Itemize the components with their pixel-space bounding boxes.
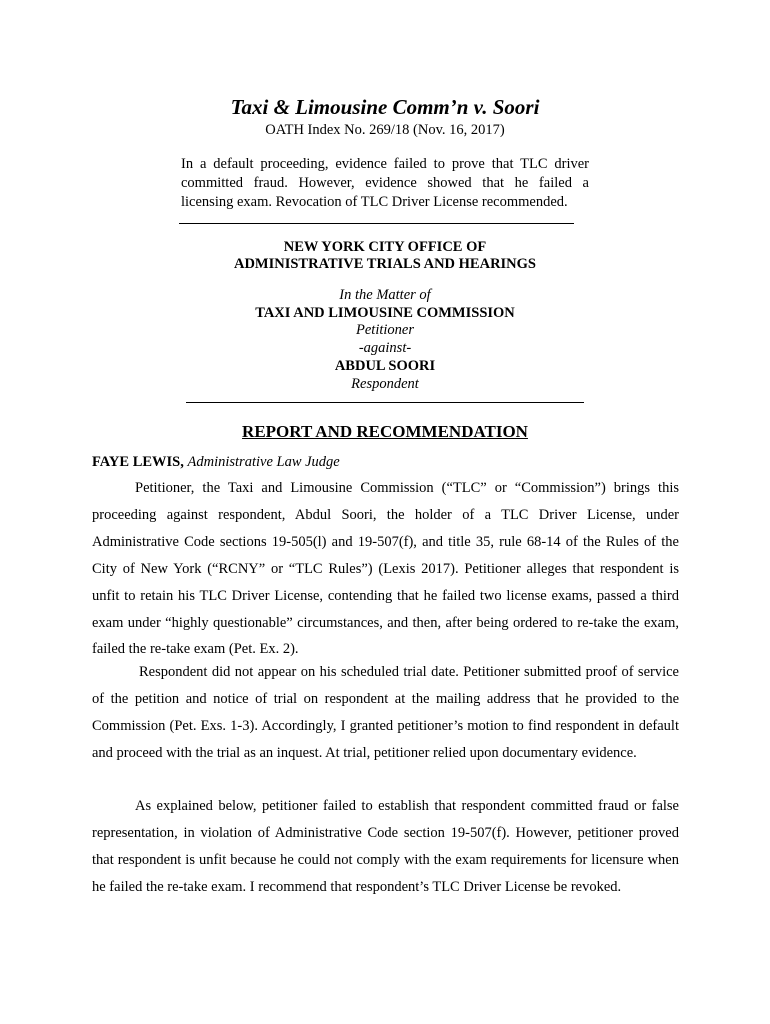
case-title: Taxi & Limousine Comm’n v. Soori [230,95,540,119]
petitioner-name: TAXI AND LIMOUSINE COMMISSION [255,305,515,321]
judge-line [92,453,340,471]
office-name-line-2: ADMINISTRATIVE TRIALS AND HEARINGS [233,256,536,272]
judge-name: FAYE LEWIS, [92,454,184,470]
body-paragraph: As explained below, petitioner failed to establish that respondent committed fraud or false representation, in violation of Administrative Code section 19-507(f). However, petitioner proved that respondent is unfit because he could not comply with the exam requirements for licensure when he failed the re-take exam. I recommend that respondent’s TLC Driver License be revoked. [92,798,679,895]
body-paragraph: Petitioner, the Taxi and Limousine Commission (“TLC” or “Commission”) brings this proceeding against respondent, Abdul Soori, the holder of a TLC Driver License, under Administrative Code sections 19-505(l) and 19-507(f), and title 35, rule 68-14 of the Rules of the City of New York (“RCNY” or “TLC Rules”) (Lexis 2017). Petitioner alleges that respondent is unfit to retain his TLC Driver License, contending that he failed two license exams, passed a third exam under “highly questionable” circumstances, and then, after being ordered to re-take the exam, failed the re-take exam (Pet. Ex. 2). [92,480,679,658]
case-summary: In a default proceeding, evidence failed to prove that TLC driver committed fraud. However, evidence showed that he failed a licensing exam. Revocation of TLC Driver License recommended. [181,156,589,210]
in-the-matter-of: In the Matter of [339,287,431,303]
oath-index-line: OATH Index No. 269/18 (Nov. 16, 2017) [265,122,505,138]
office-name-line-1: NEW YORK CITY OFFICE OF [283,239,487,255]
against-label: -against- [358,340,412,356]
petitioner-label: Petitioner [356,322,414,338]
divider-rule [179,223,574,224]
divider-rule [186,402,584,403]
judge-title: Administrative Law Judge [187,454,340,470]
respondent-label: Respondent [351,376,419,392]
body-paragraph: Respondent did not appear on his scheduled trial date. Petitioner submitted proof of service of the petition and notice of trial on respondent at the mailing address that he provided to the Commission (Pet. Exs. 1-3). Accordingly, I granted petitioner’s motion to find respondent in default and proceed with the trial as an inquest. At trial, petitioner relied upon documentary evidence. [92,664,679,761]
report-title: REPORT AND RECOMMENDATION [242,422,528,441]
respondent-name: ABDUL SOORI [334,358,436,374]
